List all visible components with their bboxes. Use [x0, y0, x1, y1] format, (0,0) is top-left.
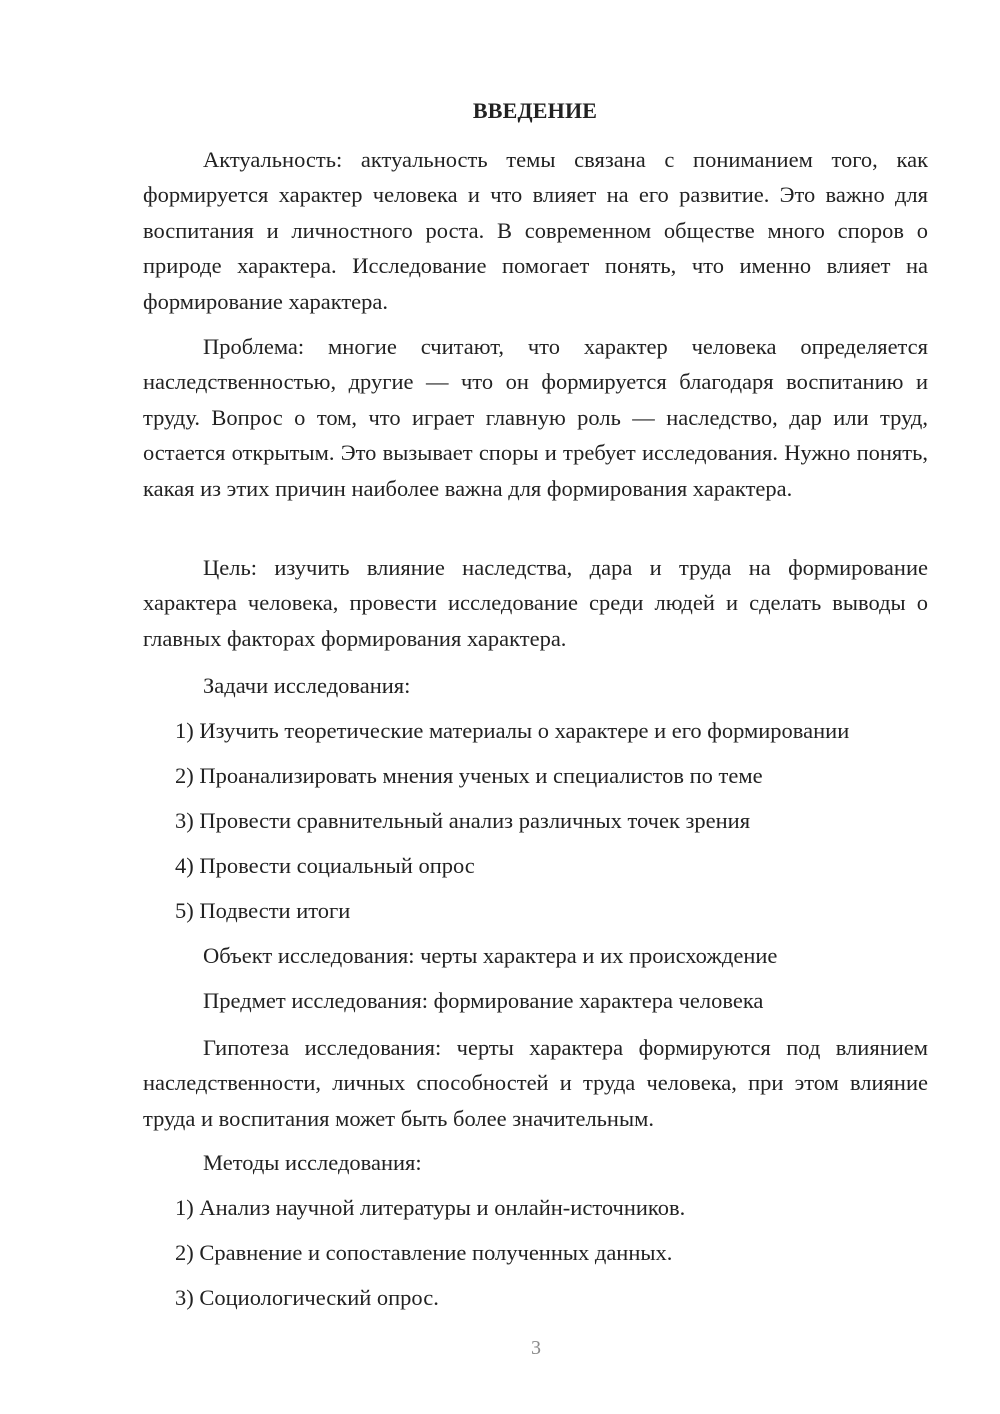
research-object: Объект исследования: черты характера и их происхождение — [203, 943, 778, 968]
task-item: 4) Провести социальный опрос — [175, 853, 475, 878]
page-title: ВВЕДЕНИЕ — [472, 98, 598, 123]
hypothesis-paragraph: Гипотеза исследования: черты характера формируются под влиянием наследственности, личных способностей и труда человека, при этом влияние труда и воспитания может быть более значительным. — [143, 1035, 928, 1131]
tasks-heading: Задачи исследования: — [203, 673, 411, 698]
goal-paragraph: Цель: изучить влияние наследства, дара и труда на формирование характера человека, провести исследование среди людей и сделать выводы о главных факторах формирования характера. — [143, 555, 928, 651]
page-number: 3 — [531, 1337, 541, 1359]
method-item: 1) Анализ научной литературы и онлайн-источников. — [175, 1195, 686, 1220]
method-item: 2) Сравнение и сопоставление полученных данных. — [175, 1240, 673, 1265]
methods-heading: Методы исследования: — [203, 1150, 422, 1175]
research-subject: Предмет исследования: формирование характера человека — [203, 988, 764, 1013]
task-item: 1) Изучить теоретические материалы о характере и его формировании — [175, 718, 850, 743]
relevance-paragraph: Актуальность: актуальность темы связана с пониманием того, как формируется характер человека и что влияет на его развитие. Это важно для воспитания и личностного роста. В современном обществе много споров о природе характера. Исследование помогает понять, что именно влияет на формирование характера. — [143, 147, 928, 314]
method-item: 3) Социологический опрос. — [175, 1285, 439, 1310]
task-item: 2) Проанализировать мнения ученых и специалистов по теме — [175, 763, 763, 788]
task-item: 3) Провести сравнительный анализ различных точек зрения — [175, 808, 751, 833]
problem-paragraph: Проблема: многие считают, что характер человека определяется наследственностью, другие — что он формируется благодаря воспитанию и труду. Вопрос о том, что играет главную роль — наследство, дар или труд, остается открытым. Это вызывает споры и требует исследования. Нужно понять, какая из этих причин наиболее важна для формирования характера. — [143, 334, 928, 501]
task-item: 5) Подвести итоги — [175, 898, 351, 923]
